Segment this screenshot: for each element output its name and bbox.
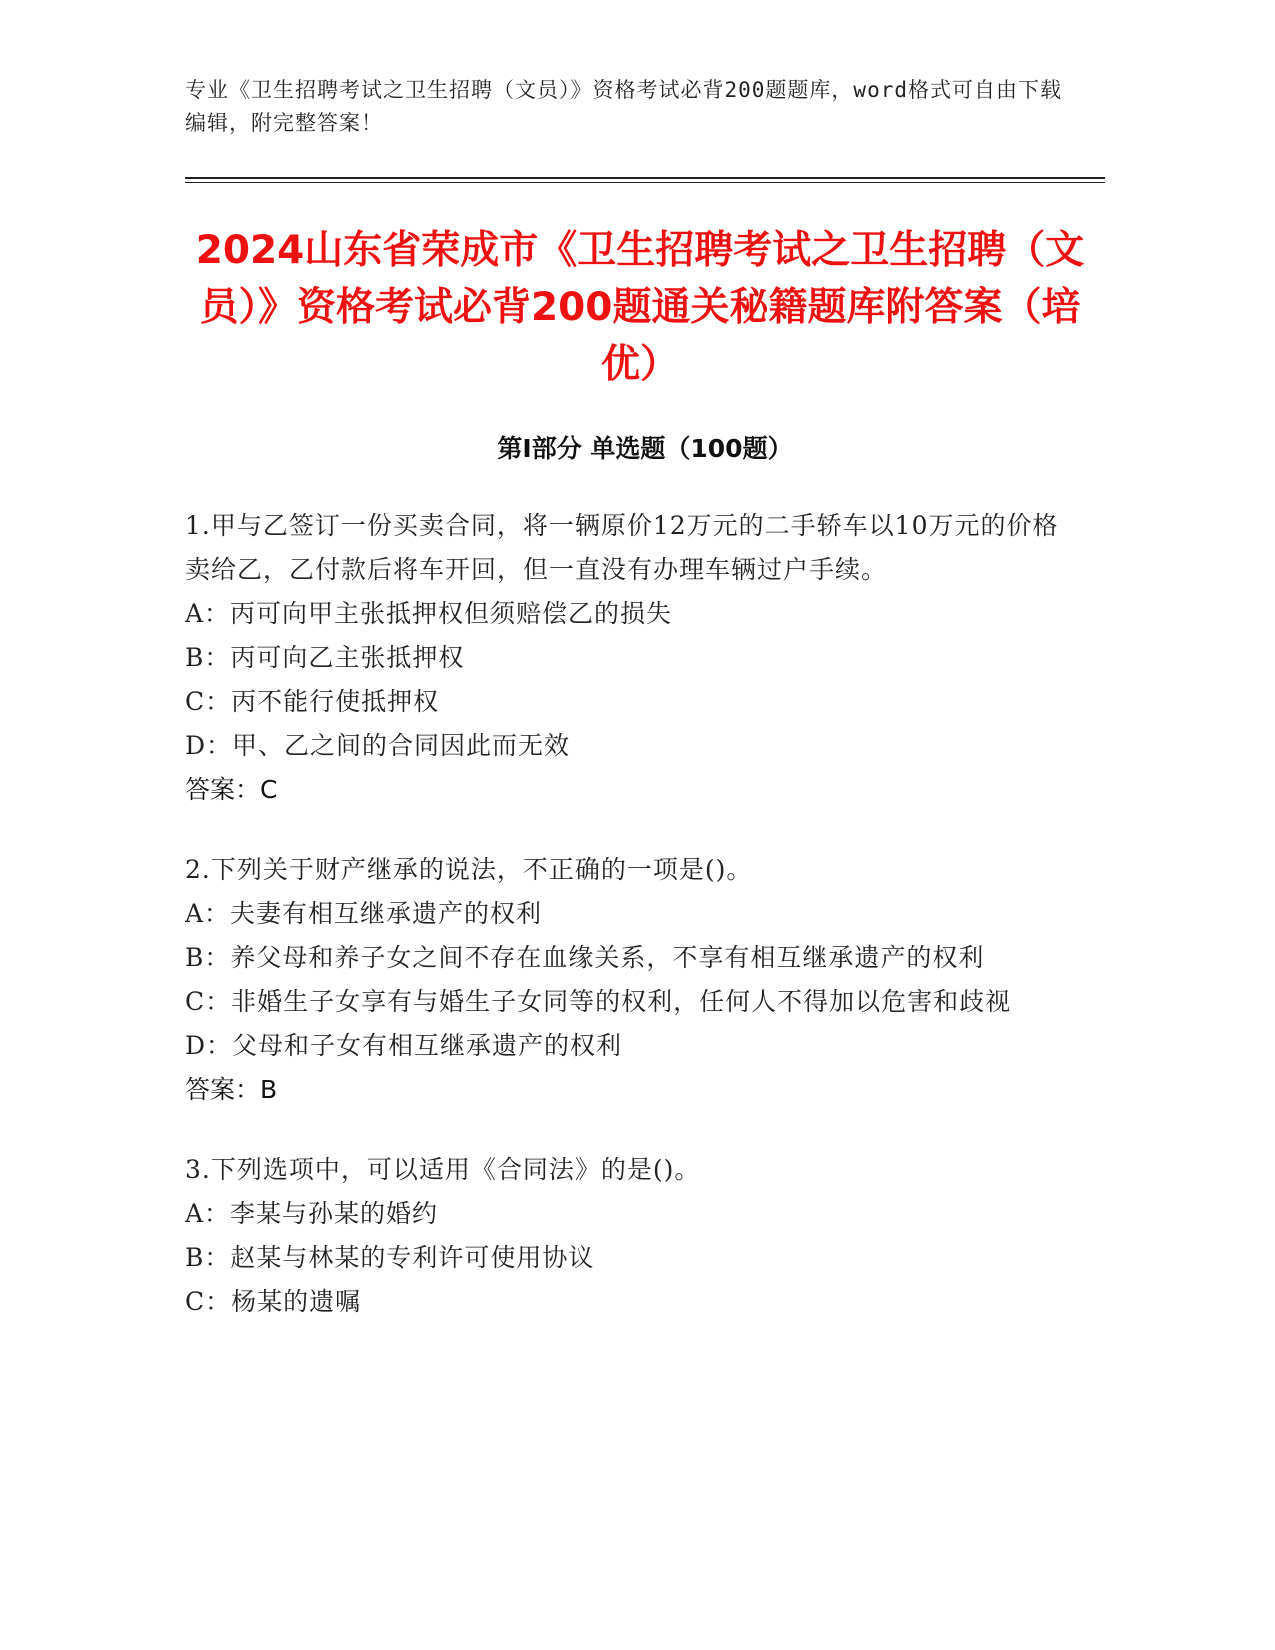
question-1 — [185, 504, 1065, 812]
header-note: 专业《卫生招聘考试之卫生招聘（文员）》资格考试必背200题题库，word格式可自由下载编辑，附完整答案！ — [185, 78, 1062, 135]
question-3 — [185, 1148, 1065, 1324]
document-title: 2024山东省荣成市《卫生招聘考试之卫生招聘（文员）》资格考试必背200题通关秘籍题库附答案（培优） — [195, 228, 1085, 387]
option-b: B：赵某与林某的专利许可使用协议 — [185, 1243, 595, 1272]
header-divider — [185, 177, 1105, 179]
answer: 答案：B — [185, 1075, 278, 1104]
option-a: A：李某与孙某的婚约 — [185, 1199, 439, 1228]
option-b: B：丙可向乙主张抵押权 — [185, 643, 465, 672]
question-2 — [185, 848, 1065, 1112]
option-d: D：甲、乙之间的合同因此而无效 — [185, 731, 571, 760]
option-a: A：丙可向甲主张抵押权但须赔偿乙的损失 — [185, 599, 673, 628]
answer: 答案：C — [185, 775, 278, 804]
question-stem: 2.下列关于财产继承的说法，不正确的一项是()。 — [185, 855, 753, 884]
option-a: A：夫妻有相互继承遗产的权利 — [185, 899, 543, 928]
option-c: C：杨某的遗嘱 — [185, 1287, 362, 1316]
question-list — [185, 504, 1065, 1360]
section-heading: 第Ⅰ部分 单选题（100题） — [497, 434, 793, 463]
question-stem: 1.甲与乙签订一份买卖合同，将一辆原价12万元的二手轿车以10万元的价格卖给乙，乙付款后将车开回，但一直没有办理车辆过户手续。 — [185, 511, 1059, 584]
option-d: D：父母和子女有相互继承遗产的权利 — [185, 1031, 623, 1060]
question-stem: 3.下列选项中，可以适用《合同法》的是()。 — [185, 1155, 701, 1184]
option-c: C：非婚生子女享有与婚生子女同等的权利，任何人不得加以危害和歧视 — [185, 987, 1012, 1016]
option-c: C：丙不能行使抵押权 — [185, 687, 440, 716]
header-divider-thin — [185, 182, 1105, 183]
option-b: B：养父母和养子女之间不存在血缘关系，不享有相互继承遗产的权利 — [185, 943, 985, 972]
